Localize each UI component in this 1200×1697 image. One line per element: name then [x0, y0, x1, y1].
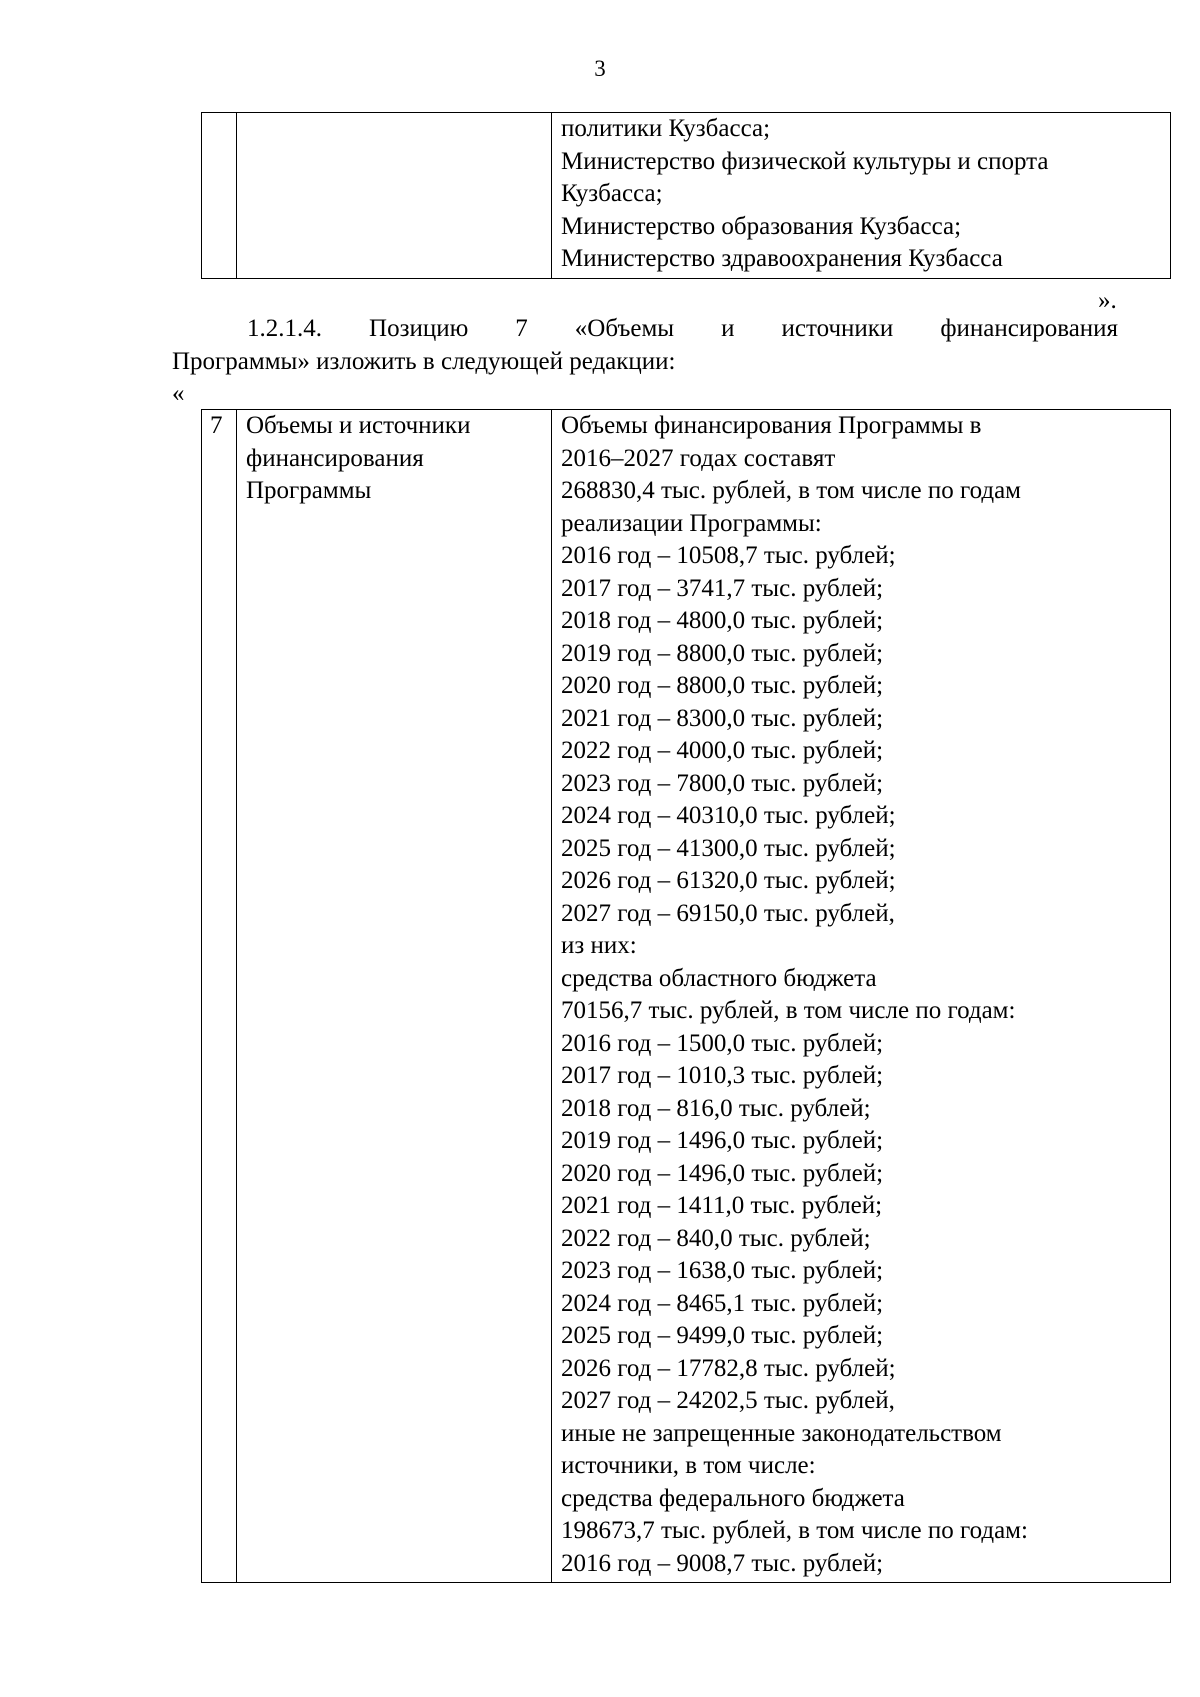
content-line: 2021 год – 8300,0 тыс. рублей; — [561, 704, 884, 732]
content-line: 2025 год – 41300,0 тыс. рублей; — [561, 834, 896, 862]
word: Позицию — [369, 315, 469, 342]
content-line: из них: — [561, 932, 637, 959]
content-line: 2024 год – 8465,1 тыс. рублей; — [561, 1289, 884, 1317]
label-line: Программы — [246, 477, 372, 504]
label-cell — [237, 113, 552, 279]
table-row — [202, 410, 1171, 1583]
content-line: 2020 год – 8800,0 тыс. рублей; — [561, 672, 884, 699]
label-line: финансирования — [246, 444, 424, 472]
top-table-fragment — [201, 112, 1171, 279]
content-line: 2023 год – 1638,0 тыс. рублей; — [561, 1257, 884, 1284]
content-line: 2018 год – 816,0 тыс. рублей; — [561, 1094, 871, 1122]
content-line: 2016 год – 10508,7 тыс. рублей; — [561, 542, 896, 569]
content-line: 198673,7 тыс. рублей, в том числе по годам: — [561, 1517, 1028, 1544]
content-line: 2025 год – 9499,0 тыс. рублей; — [561, 1322, 884, 1349]
paragraph-line-1 — [172, 313, 1118, 346]
content-cell — [552, 410, 1171, 1583]
number-cell — [202, 113, 237, 279]
content-line: 2027 год – 24202,5 тыс. рублей, — [561, 1387, 895, 1414]
content-line: 2016 год – 1500,0 тыс. рублей; — [561, 1029, 884, 1057]
text-line: Министерство физической культуры и спорта — [561, 147, 1049, 175]
content-line: 2026 год – 61320,0 тыс. рублей; — [561, 867, 896, 894]
text-line: политики Кузбасса; — [561, 115, 771, 142]
content-line: 2022 год – 4000,0 тыс. рублей; — [561, 737, 884, 764]
paragraph-line-2: Программы» изложить в следующей редакции: — [172, 347, 676, 375]
content-line: 2024 год – 40310,0 тыс. рублей; — [561, 802, 896, 829]
content-line: 2017 год – 1010,3 тыс. рублей; — [561, 1062, 884, 1089]
content-line: 70156,7 тыс. рублей, в том числе по годам: — [561, 997, 1016, 1024]
text-line: Министерство здравоохранения Кузбасса — [561, 245, 1003, 272]
word: «Объемы — [574, 315, 675, 342]
word: 7 — [515, 315, 528, 342]
number-cell: 7 — [202, 410, 237, 1583]
word: источники — [781, 315, 894, 342]
content-line: средства федерального бюджета — [561, 1484, 905, 1512]
label-line: Объемы и источники — [246, 412, 471, 439]
content-cell — [552, 113, 1171, 279]
content-line: 2022 год – 840,0 тыс. рублей; — [561, 1224, 871, 1252]
content-line: 2023 год – 7800,0 тыс. рублей; — [561, 769, 884, 797]
content-line: 2016 год – 9008,7 тыс. рублей; — [561, 1549, 884, 1577]
word: и — [721, 315, 735, 342]
content-line: 268830,4 тыс. рублей, в том числе по годам — [561, 477, 1021, 504]
content-line: иные не запрещенные законодательством — [561, 1419, 1002, 1447]
amendment-paragraph — [172, 313, 1118, 378]
content-line: 2021 год – 1411,0 тыс. рублей; — [561, 1192, 883, 1219]
page-number: 3 — [594, 56, 606, 81]
content-line: 2020 год – 1496,0 тыс. рублей; — [561, 1159, 884, 1187]
content-line: средства областного бюджета — [561, 964, 877, 992]
content-line: 2017 год – 3741,7 тыс. рублей; — [561, 574, 884, 602]
content-line: 2016–2027 годах составят — [561, 444, 836, 472]
opening-quote: « — [172, 380, 185, 407]
content-line: 2027 год – 69150,0 тыс. рублей, — [561, 899, 895, 927]
word: 1.2.1.4. — [247, 315, 322, 342]
text-line: Кузбасса; — [561, 180, 663, 207]
funding-table — [201, 409, 1171, 1583]
content-line: 2019 год – 1496,0 тыс. рублей; — [561, 1127, 884, 1154]
content-line: Объемы финансирования Программы в — [561, 412, 982, 439]
word: финансирования — [940, 315, 1119, 342]
text-line: Министерство образования Кузбасса; — [561, 212, 962, 240]
table-row — [202, 113, 1171, 279]
closing-quote: ». — [1098, 287, 1117, 314]
content-line: 2026 год – 17782,8 тыс. рублей; — [561, 1354, 896, 1382]
content-line: 2019 год – 8800,0 тыс. рублей; — [561, 639, 884, 667]
content-line: 2018 год – 4800,0 тыс. рублей; — [561, 607, 884, 634]
content-line: реализации Программы: — [561, 509, 822, 537]
content-line: источники, в том числе: — [561, 1452, 816, 1479]
label-cell — [237, 410, 552, 1583]
